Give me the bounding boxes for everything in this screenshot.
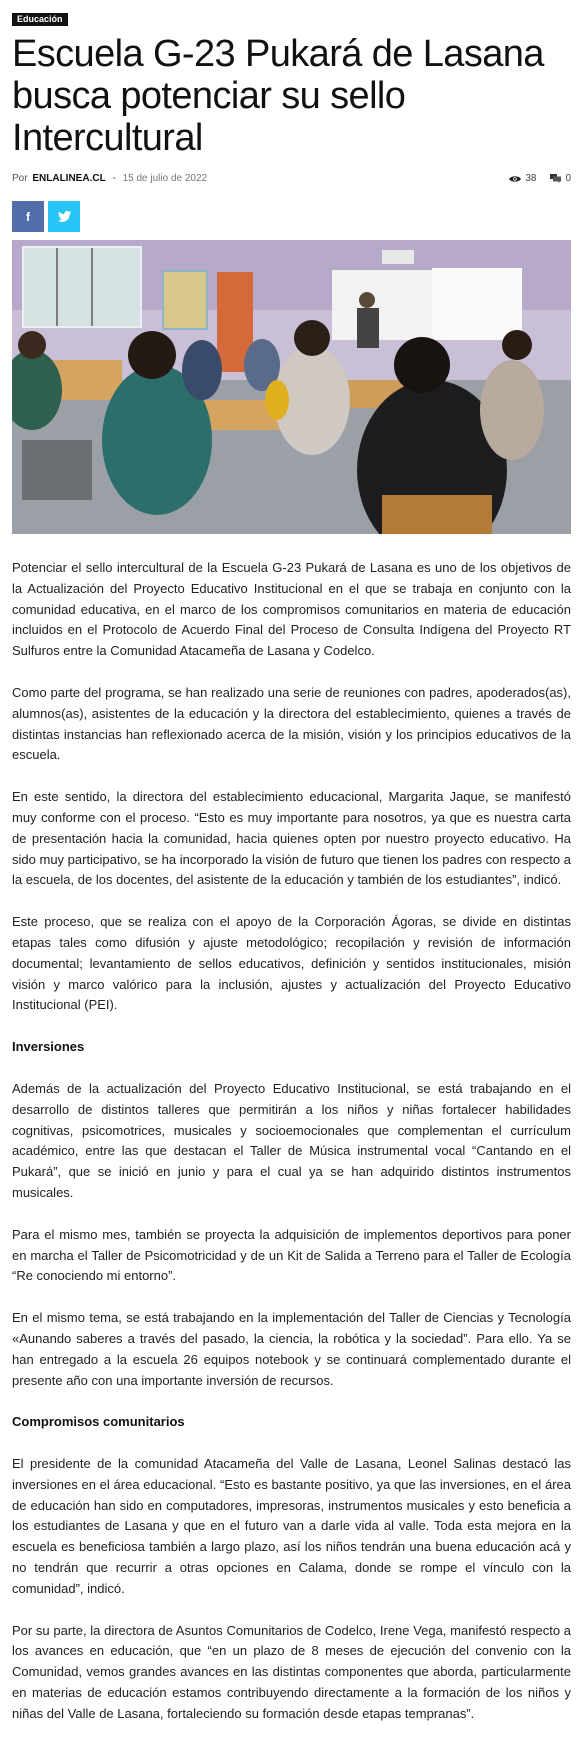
author-link[interactable]: ENLALINEA.CL: [32, 173, 106, 184]
section-heading-inversiones: Inversiones: [12, 1039, 85, 1055]
paragraph: Potenciar el sello intercultural de la Escuela G-23 Pukará de Lasana es uno de los objetivos de la Actualización del Proyecto Educativo Institucional en el que se trabaja en conjunto con la comunidad educativa, en el marco de los compromisos comunitarios en materia de educación incluidos en el Protocolo de Acuerdo Final del Proceso de Consulta Indígena del Proyecto RT Sulfuros entre la Comunidad Atacameña de Lasana y Codelco.: [12, 560, 571, 659]
article-stats: [509, 173, 571, 184]
twitter-share-button[interactable]: [48, 201, 80, 232]
paragraph: Este proceso, que se realiza con el apoyo de la Corporación Ágoras, se divide en distintas etapas tales como difusión y ajuste metodológico; recopilación y revisión de información documental; levantamiento de sellos educativos, definición y sentidos institucionales, misión visión y marco valórico para la inclusión, ajustes y actualización del Proyecto Educativo Institucional (PEI).: [12, 914, 571, 1013]
views-number: 38: [525, 173, 537, 184]
share-buttons: [12, 201, 571, 232]
views-count: [509, 173, 536, 184]
article: [12, 0, 571, 1725]
comments-number: 0: [565, 173, 571, 184]
paragraph: En este sentido, la directora del establecimiento educacional, Margarita Jaque, se manifestó muy conforme con el proceso. “Esto es muy importante para nosotros, ya que es nuestra carta de presentación hacia la comunidad, hacia quienes opten por nuestro proyecto educativo. Ha sido muy participativo, se ha incorporado la visión de futuro que tienen los padres con respecto a la escuela, de los docentes, del asistente de la educación y también de los estudiantes”, indicó.: [12, 789, 571, 888]
category-tag[interactable]: Educación: [12, 13, 68, 26]
article-body: [12, 558, 571, 1725]
comment-icon: [550, 174, 561, 183]
paragraph: Como parte del programa, se han realizado una serie de reuniones con padres, apoderados(as), alumnos(as), asistentes de la educación y la directora del establecimiento, quienes a través de distintas instancias han reflexionado acerca de la misión, visión y los principios educativos de la escuela.: [12, 684, 571, 763]
paragraph: Para el mismo mes, también se proyecta la adquisición de implementos deportivos para poner en marcha el Taller de Psicomotricidad y de un Kit de Salida a Terreno para el Taller de Ecología “Re conociendo mi entorno”.: [12, 1226, 571, 1284]
paragraph: Por su parte, la directora de Asuntos Comunitarios de Codelco, Irene Vega, manifestó respecto a los avances en educación, que “en un plazo de 8 meses de ejecución del convenio con la Comunidad, vemos grandes avances en las distintas componentes que aborda, particularmente en materias de educación estamos contribuyendo directamente a la formación de los niños y niñas del Valle de Lasana, fortaleciendo su formación desde etapas tempranas”.: [12, 1622, 571, 1721]
twitter-icon: [58, 211, 71, 222]
paragraph: En el mismo tema, se está trabajando en la implementación del Taller de Ciencias y Tecnología «Aunando saberes a través del pasado, la ciencia, la robótica y la sociedad”. Para ello. Ya se han entregado a la escuela 26 equipos notebook y se continuará complementado durante el presente año con una importante inversión de recursos.: [12, 1310, 571, 1388]
paragraph: El presidente de la comunidad Atacameña del Valle de Lasana, Leonel Salinas destacó las inversiones en el área educacional. “Esto es bastante positivo, ya que las inversiones, en el área de educación han sido en computadores, impresoras, instrumentos musicales y esto beneficia a los estudiantes de Lasana y que en el futuro van a darle vida al valle. Toda esta mejora en la escuela es beneficiosa también a largo plazo, así los niños tendrán una buena educación acá y no tendrán que recurrir a otras opciones en Calama, donde se rompe el vínculo con la comunidad”, indicó.: [12, 1456, 571, 1596]
meta-separator: -: [112, 173, 116, 184]
article-hero-image: [12, 240, 571, 534]
article-title: Escuela G-23 Pukará de Lasana busca potenciar su sello Intercultural: [12, 33, 544, 159]
section-heading-compromisos: Compromisos comunitarios: [12, 1414, 185, 1430]
facebook-icon: f: [26, 209, 30, 224]
comments-count[interactable]: [550, 173, 571, 184]
eye-icon: [509, 175, 521, 183]
publish-date: 15 de julio de 2022: [122, 173, 208, 184]
by-label: Por: [12, 173, 28, 184]
facebook-share-button[interactable]: [12, 201, 44, 232]
paragraph: Además de la actualización del Proyecto Educativo Institucional, se está trabajando en el desarrollo de distintos talleres que permitirán a los niños y niñas fortalecer habilidades cognitivas, psicomotrices, musicales y socioemocionales que complementan el currículum académico, entre las que destacan el Taller de Música instrumental vocal “Cantando en el Pukará”, que se inició en junio y para el cual ya se han adquirido distintos instrumentos musicales.: [12, 1080, 571, 1200]
article-meta: [12, 173, 571, 187]
